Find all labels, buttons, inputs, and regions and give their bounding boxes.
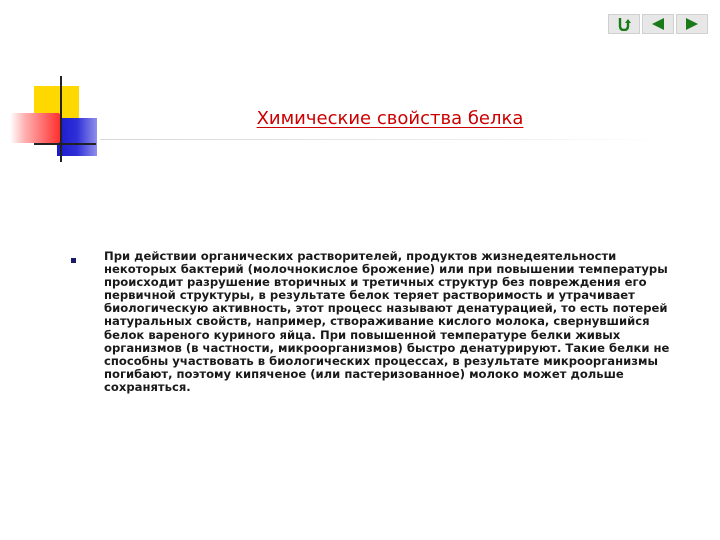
triangle-left-icon — [650, 17, 666, 31]
return-arrow-icon — [616, 17, 632, 31]
title-divider — [100, 139, 666, 140]
previous-button[interactable] — [642, 14, 674, 34]
deco-horizontal-line — [34, 143, 96, 145]
triangle-right-icon — [684, 17, 700, 31]
deco-vertical-line — [60, 76, 62, 162]
body-paragraph: При действии органических растворителей, продуктов жизнедеятельности некоторых бактерий (молочнокислое брожение) или при повышении температуры происходит разрушение вторичных и третичных структур без повреждения его первичной структуры, в результате белок теряет растворимость и утрачивает биологическую активность, этот процесс называют денатурацией, то есть потерей натуральных свойств, например, створаживание кислого молока, свернувшийся белок вареного куриного яйца. При повышенной температуре белки живых организмов (в частности, микроорганизмов) быстро денатурируют. Такие белки не способны участвовать в биологических процессах, в результате микроорганизмы погибают, поэтому кипяченое (или пастеризованное) молоко может дольше сохраняться. — [104, 249, 670, 394]
bullet-icon — [71, 258, 76, 263]
slide-title[interactable]: Химические свойства белка — [256, 108, 524, 129]
return-button[interactable] — [608, 14, 640, 34]
next-button[interactable] — [676, 14, 708, 34]
deco-red-block — [10, 113, 60, 143]
deco-blue-block — [57, 118, 97, 156]
